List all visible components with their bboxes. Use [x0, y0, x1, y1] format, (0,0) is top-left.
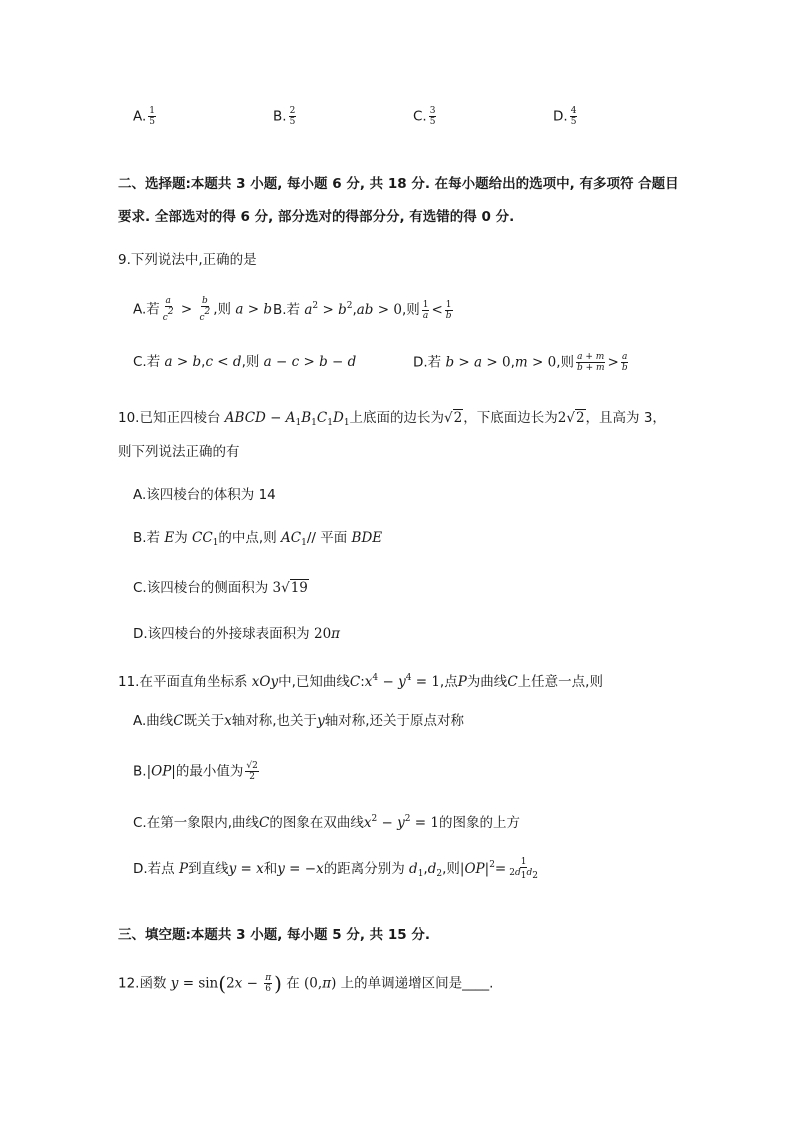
q9-option-a: A.若 $\frac{a}{c^2}$ > $\frac{b}{c^2}$ ,则 a > b	[133, 296, 272, 323]
q9-option-b: B.若 $a^2 > b^2,ab > 0$,则 $\frac{1}{a}$ < $\frac{1}{b}$	[273, 299, 452, 321]
q11-stem: 11.在平面直角坐标系 xOy中,已知曲线$C:x^4 - y^4 = 1$,点P为曲线C上任意一点,则	[118, 673, 603, 690]
prev-option-a: A. $\frac{1}{5}$	[133, 106, 156, 127]
q11-option-c: C.在第一象限内,曲线C的图象在双曲线$x^2 - y^2 = 1$的图象的上方	[133, 814, 520, 831]
q9-option-d: D.若 b > a > 0,m > 0,则 $\frac{a + m}{b + m}$ > $\frac{a}{b}$	[413, 352, 628, 373]
section3-heading: 三、填空题:本题共 3 小题, 每小题 5 分, 共 15 分.	[118, 927, 430, 943]
q11-option-d: D.若点 P到直线y = x和y = −x的距离分别为 $d_1,d_2$,则$|OP|^2=$ $\frac{1}{2d_1d_2}$	[133, 857, 538, 881]
q9-option-c: C.若 a > b,c < d,则 a − c > b − d	[133, 354, 357, 370]
section2-heading-line1: 二、选择题:本题共 3 小题, 每小题 6 分, 共 18 分. 在每小题给出的选项中, 有多项符 合题目	[118, 176, 679, 192]
q10-stem-line2: 则下列说法正确的有	[118, 444, 240, 460]
prev-option-c: C. $\frac{3}{5}$	[413, 106, 436, 127]
q9-stem: 9.下列说法中,正确的是	[118, 252, 257, 268]
q10-option-a: A.该四棱台的体积为 14	[133, 487, 276, 503]
prev-option-d: D. $\frac{4}{5}$	[553, 106, 577, 127]
q11-option-b: B.|OP|的最小值为 $\frac{√2}{2}$	[133, 761, 258, 782]
prev-option-b: B. $\frac{2}{5}$	[273, 106, 296, 127]
q10-option-d: D.该四棱台的外接球表面积为 20π	[133, 626, 341, 642]
q10-option-c: C.该四棱台的侧面积为 3√19	[133, 580, 308, 596]
q12-stem: 12.函数 y = sin(2x − $\frac{\pi}{6}$ ) 在 (0,π) 上的单调递增区间是____.	[118, 971, 494, 996]
section2-heading-line2: 要求. 全部选对的得 6 分, 部分选对的得部分分, 有选错的得 0 分.	[118, 209, 515, 225]
q10-stem-line1: 10.已知正四棱台 ABCD − $A_1B_1C_1D_1$上底面的边长为√2，下底面边长为2√2，且高为 3，	[118, 410, 666, 428]
q10-option-b: B.若 E为 $CC_1$的中点,则 $AC_1//$ 平面 BDE	[133, 530, 383, 548]
q11-option-a: A.曲线C既关于x轴对称,也关于y轴对称,还关于原点对称	[133, 713, 464, 729]
